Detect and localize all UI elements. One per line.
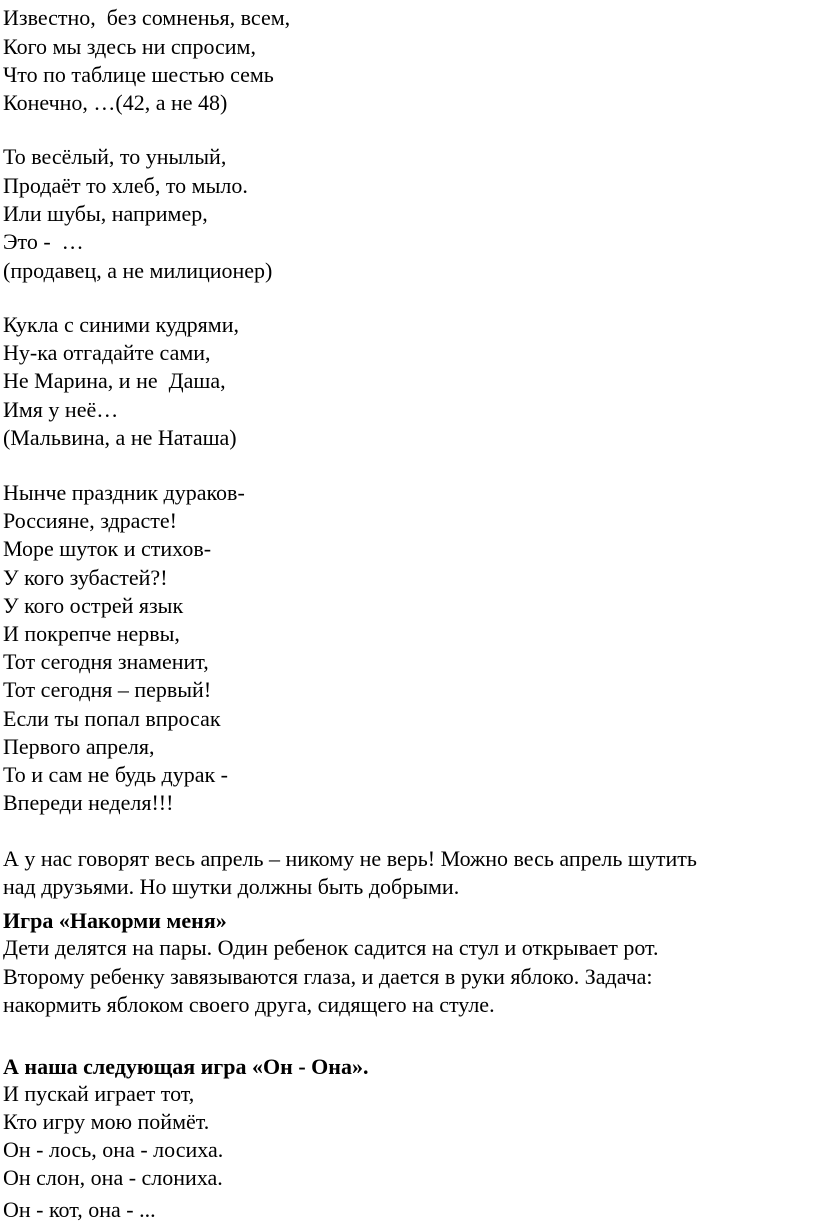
poem-line: Если ты попал впросак [3,706,221,731]
poem-line: Впереди неделя!!! [3,790,174,815]
poem-line: Конечно, …(42, а не 48) [3,90,228,115]
poem-line: Россияне, здрасте! [3,508,177,533]
poem-line: У кого зубастей?! [3,565,168,590]
paragraph-line: А у нас говорят весь апрель – никому не верь! Можно весь апрель шутить [3,846,697,871]
paragraph-line: над друзьями. Но шутки должны быть добрыми. [3,874,460,899]
poem-line: Тот сегодня – первый! [3,677,212,702]
paragraph-line: Второму ребенку завязываются глаза, и дается в руки яблоко. Задача: [3,964,653,989]
paragraph-line: Дети делятся на пары. Один ребенок садится на стул и открывает рот. [3,935,659,960]
poem-line: Ну-ка отгадайте сами, [3,340,211,365]
poem-line: Море шуток и стихов- [3,536,212,561]
poem-line: Это - … [3,229,84,254]
poem-line: Первого апреля, [3,734,155,759]
poem-line: (продавец, а не милиционер) [3,258,273,283]
poem-line: То и сам не будь дурак - [3,762,228,787]
poem-line: Кого мы здесь ни спросим, [3,34,256,59]
poem-line: И покрепче нервы, [3,621,180,646]
poem-line: Продаёт то хлеб, то мыло. [3,173,248,198]
poem-line: Тот сегодня знаменит, [3,649,209,674]
poem-line: Кто игру мою поймёт. [3,1109,210,1134]
poem-line: То весёлый, то унылый, [3,144,227,169]
section-heading: А наша следующая игра «Он - Она». [3,1054,369,1079]
poem-line: Он - кот, она - ... [3,1197,156,1222]
paragraph-line: накормить яблоком своего друга, сидящего на стуле. [3,992,495,1017]
poem-line: У кого острей язык [3,593,184,618]
poem-line: Нынче праздник дураков- [3,480,245,505]
poem-line: Не Марина, и не Даша, [3,368,226,393]
poem-line: Кукла с синими кудрями, [3,312,239,337]
poem-line: Имя у неё… [3,397,119,422]
poem-line: И пускай играет тот, [3,1081,195,1106]
poem-line: (Мальвина, а не Наташа) [3,425,237,450]
poem-line: Или шубы, например, [3,201,208,226]
poem-line: Он слон, она - слониха. [3,1165,223,1190]
poem-line: Он - лось, она - лосиха. [3,1137,224,1162]
poem-line: Известно, без сомненья, всем, [3,5,291,30]
poem-line: Что по таблице шестью семь [3,62,274,87]
section-heading: Игра «Накорми меня» [3,908,227,933]
